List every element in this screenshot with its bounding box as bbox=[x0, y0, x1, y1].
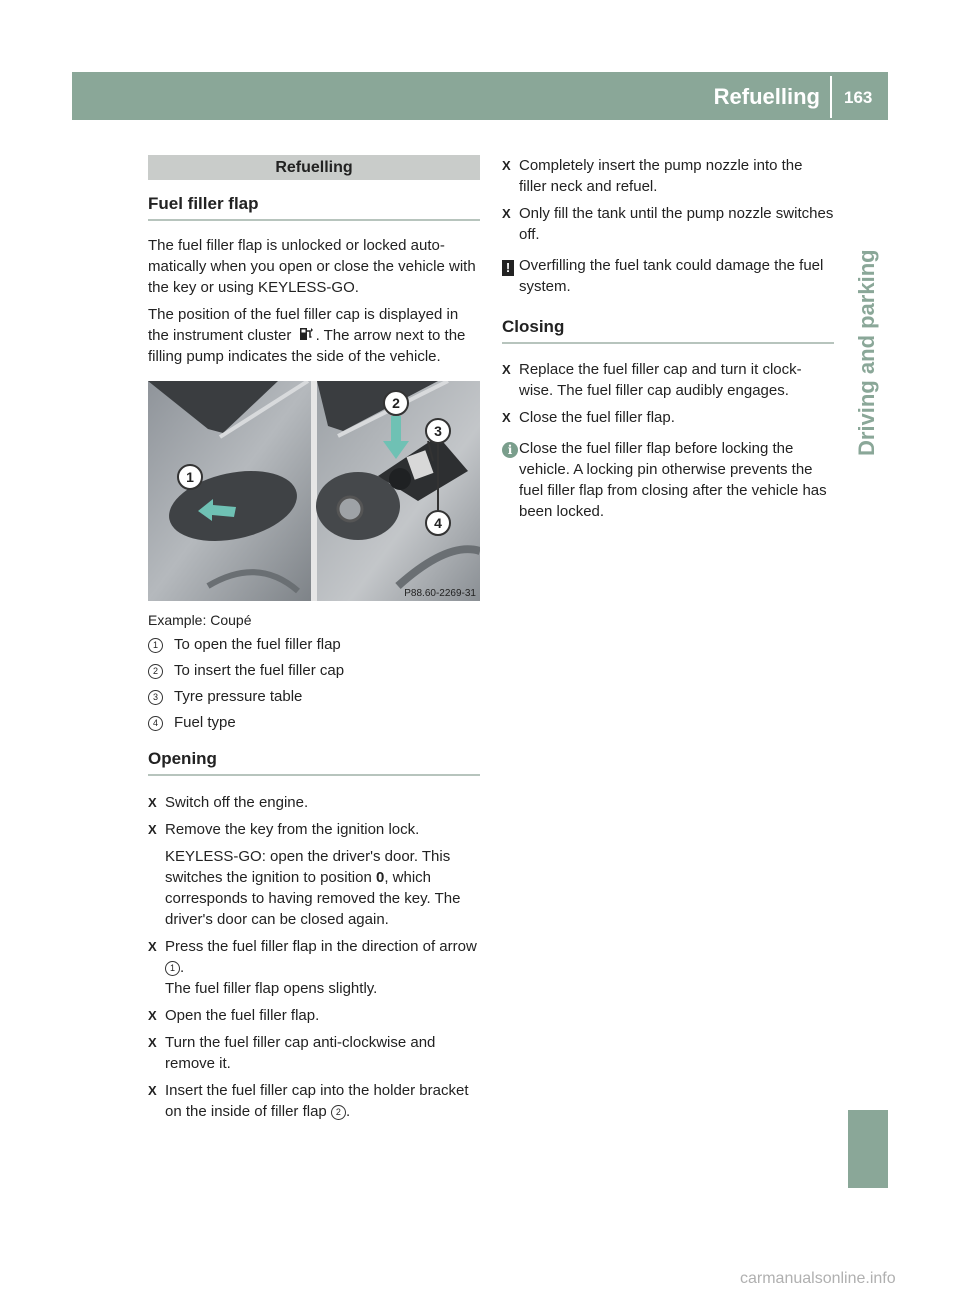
step-text: Open the fuel filler flap. bbox=[165, 1007, 320, 1024]
step-text-end: . bbox=[345, 1103, 351, 1120]
heading-opening: Opening bbox=[148, 749, 217, 768]
legend-item bbox=[148, 712, 480, 733]
step-item bbox=[502, 359, 834, 401]
header-title: Refuelling bbox=[713, 84, 820, 109]
step-text: Close the fuel filler flap. bbox=[519, 409, 675, 426]
warning-note bbox=[502, 255, 834, 297]
legend-text: Tyre pressure table bbox=[174, 688, 303, 705]
step-item bbox=[148, 1032, 480, 1074]
fuel-pump-icon bbox=[298, 326, 314, 342]
step-note-text: KEYLESS-GO: open the driver's door. This switches the ignition to position bbox=[165, 848, 451, 886]
legend-num-4: 4 bbox=[148, 716, 163, 731]
inline-callout-1: 1 bbox=[165, 961, 180, 976]
legend-text: Fuel type bbox=[174, 714, 236, 731]
step-text: Switch off the engine. bbox=[165, 794, 309, 811]
step-text-part: Insert the fuel filler cap into the holder bracket on the inside of filler flap bbox=[165, 1082, 469, 1120]
image-code: P88.60-2269-31 bbox=[404, 588, 476, 599]
step-item bbox=[502, 155, 834, 197]
ignition-position: 0 bbox=[375, 869, 385, 886]
step-text: Only fill the tank until the pump nozzle switches off. bbox=[519, 205, 834, 243]
callout-2-label: 2 bbox=[392, 395, 400, 411]
legend-num-3: 3 bbox=[148, 690, 163, 705]
closing-steps bbox=[502, 359, 834, 522]
step-text: Completely insert the pump nozzle into the filler neck and refuel. bbox=[519, 157, 803, 195]
heading-rule bbox=[148, 219, 480, 221]
inline-callout-2: 2 bbox=[331, 1105, 346, 1120]
watermark: carmanualsonline.info bbox=[740, 1270, 896, 1287]
legend-item bbox=[148, 686, 480, 707]
warning-icon: ! bbox=[502, 260, 514, 276]
step-item bbox=[502, 203, 834, 245]
heading-rule bbox=[148, 774, 480, 776]
step-note: The fuel filler flap opens slightly. bbox=[165, 980, 378, 997]
callout-3-label: 3 bbox=[434, 423, 442, 439]
legend-num-2: 2 bbox=[148, 664, 163, 679]
step-note bbox=[165, 846, 480, 930]
step-text: Turn the fuel filler cap anti-clockwise and remove it. bbox=[165, 1034, 436, 1072]
side-tab bbox=[848, 230, 888, 1230]
illustration-svg bbox=[148, 381, 480, 601]
opening-steps bbox=[148, 792, 480, 1122]
left-column bbox=[148, 194, 480, 1122]
right-column bbox=[502, 155, 834, 522]
step-text: Remove the key from the ignition lock. bbox=[165, 821, 420, 838]
bullet-mark: X bbox=[502, 410, 511, 425]
step-text-part: Press the fuel filler flap in the direction of arrow bbox=[165, 938, 477, 955]
bullet-mark: X bbox=[502, 362, 511, 377]
heading-closing: Closing bbox=[502, 317, 565, 336]
legend-num-1: 1 bbox=[148, 638, 163, 653]
legend-text: To insert the fuel filler cap bbox=[174, 662, 345, 679]
paragraph-position-text: The position of the fuel filler cap is displayed in the instrument cluster bbox=[148, 306, 459, 344]
step-item bbox=[148, 1080, 480, 1122]
step-text: Replace the fuel filler cap and turn it clock-wise. The fuel filler cap audibly engages. bbox=[519, 361, 802, 399]
paragraph-position bbox=[148, 304, 480, 367]
step-text bbox=[165, 936, 480, 978]
side-tab-label: Driving and parking bbox=[854, 249, 879, 456]
side-tab-block bbox=[848, 1110, 888, 1188]
step-item bbox=[148, 936, 480, 978]
legend-item bbox=[148, 660, 480, 681]
bullet-mark: X bbox=[148, 822, 157, 837]
callout-4-label: 4 bbox=[434, 515, 442, 531]
legend-item bbox=[148, 634, 480, 655]
bullet-mark: X bbox=[502, 158, 511, 173]
bullet-mark: X bbox=[148, 1008, 157, 1023]
fuel-flap-illustration bbox=[148, 381, 480, 601]
bullet-mark: X bbox=[148, 1083, 157, 1098]
step-item bbox=[148, 792, 480, 813]
legend-text: To open the fuel filler flap bbox=[174, 636, 341, 653]
info-icon: i bbox=[502, 442, 518, 458]
callout-1-label: 1 bbox=[186, 469, 194, 485]
step-item bbox=[148, 819, 480, 840]
warning-text: Overfilling the fuel tank could damage the fuel system. bbox=[519, 257, 824, 295]
paragraph-unlock: The fuel filler flap is unlocked or locked auto-matically when you open or close the vehicle with the key or using KEYLESS-GO. bbox=[148, 237, 476, 296]
info-text: Close the fuel filler flap before locking the vehicle. A locking pin otherwise prevents the fuel filler flap from closing after the vehicle has been locked. bbox=[519, 440, 827, 520]
bullet-mark: X bbox=[148, 795, 157, 810]
paragraph-position-text-2: . The arrow next to the filling pump indicates the side of the vehicle. bbox=[148, 327, 466, 365]
step-text-end: . bbox=[180, 959, 185, 976]
header-divider bbox=[830, 76, 832, 118]
step-text bbox=[165, 1080, 480, 1122]
bullet-mark: X bbox=[148, 1035, 157, 1050]
legend-list bbox=[148, 634, 480, 733]
heading-fuel-filler-flap: Fuel filler flap bbox=[148, 194, 259, 213]
page-number: 163 bbox=[844, 88, 873, 107]
step-item bbox=[502, 407, 834, 428]
step-item bbox=[148, 1005, 480, 1026]
image-caption: Example: Coupé bbox=[148, 612, 252, 628]
step-note-text-2: , which corresponds to having removed the key. The driver's door can be closed again. bbox=[165, 869, 461, 928]
heading-rule bbox=[502, 342, 834, 344]
bullet-mark: X bbox=[148, 939, 157, 954]
bullet-mark: X bbox=[502, 206, 511, 221]
info-note bbox=[502, 438, 834, 522]
section-title: Refuelling bbox=[148, 155, 480, 180]
